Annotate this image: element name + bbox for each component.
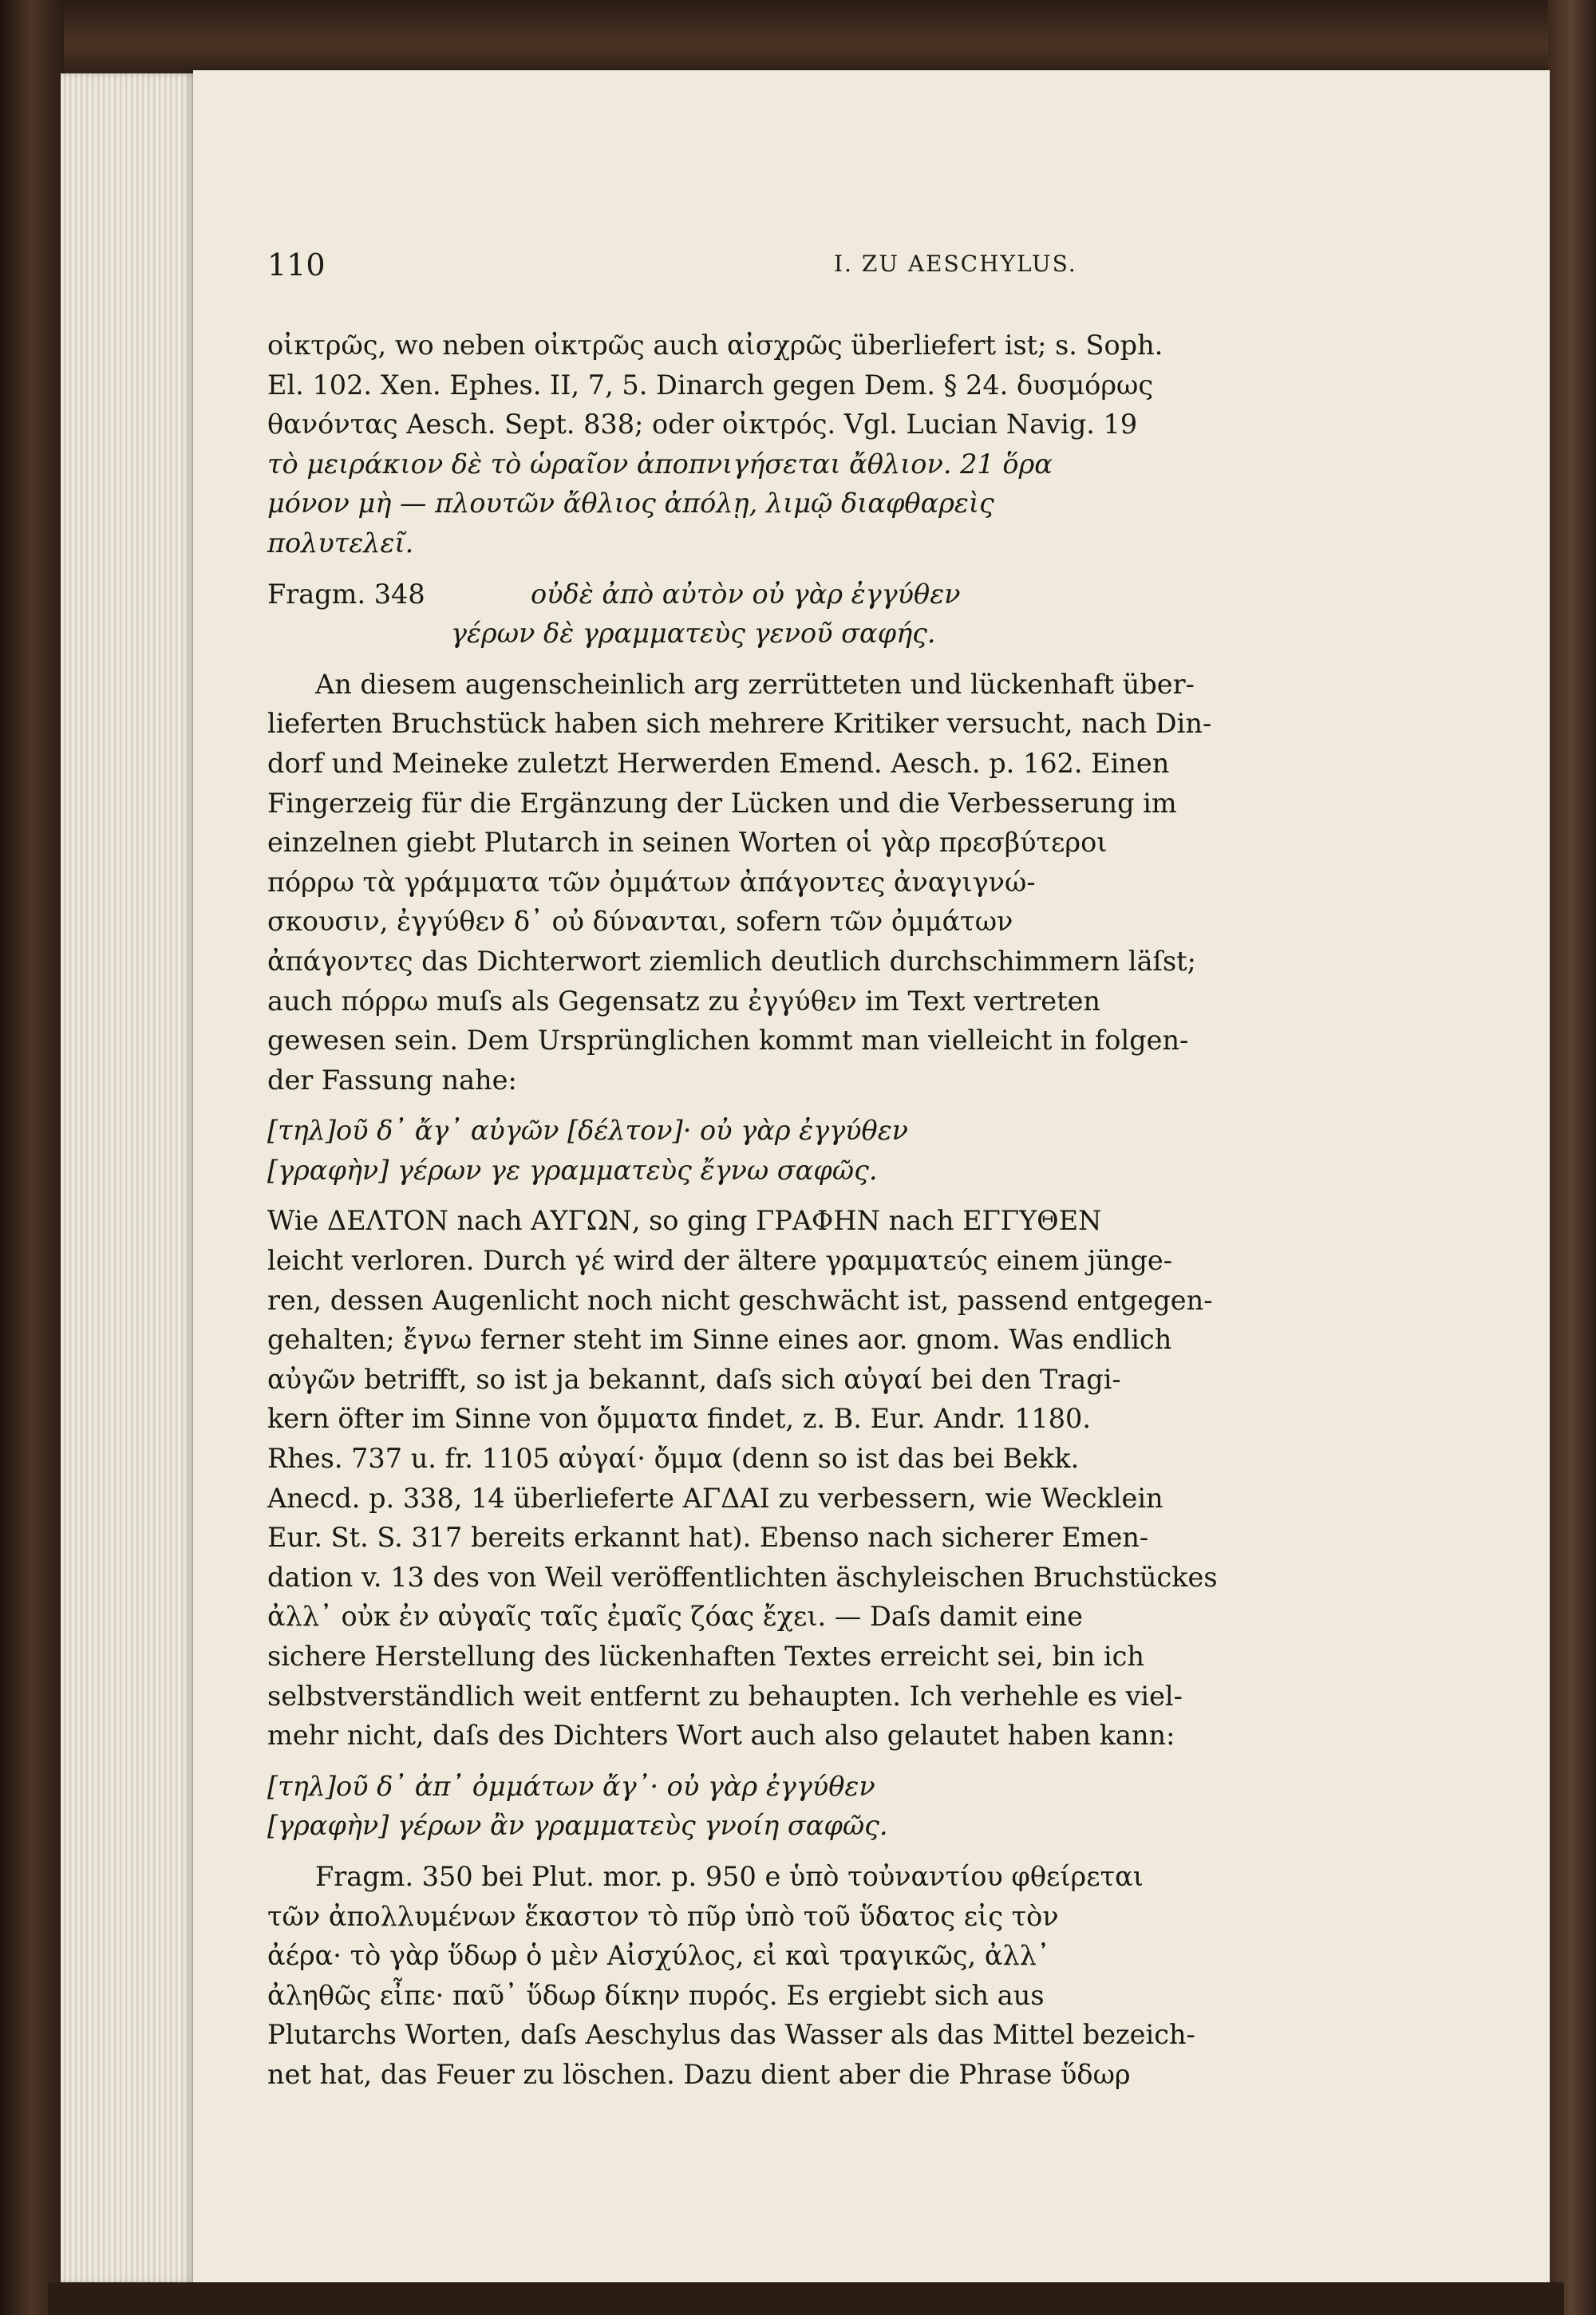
verse-line: [τηλ]οῦ δ᾽ ἀπ᾽ ὀμμάτων ἄγ᾽· οὐ γὰρ ἐγγύθεν xyxy=(267,1770,875,1802)
text-line: ἀληθῶς εἶπε· παῦ᾽ ὕδωρ δίκην πυρός. Es ergiebt sich aus xyxy=(267,1979,1045,2011)
text-line: der Fassung nahe: xyxy=(267,1064,517,1096)
text-line: lieferten Bruchstück haben sich mehrere Kritiker versucht, nach Din- xyxy=(267,708,1212,740)
text-line: mehr nicht, daſs des Dichters Wort auch also gelautet haben kann: xyxy=(267,1720,1175,1752)
text-line: sichere Herstellung des lückenhaften Textes erreicht sei, bin ich xyxy=(267,1641,1144,1672)
text-line: τὸ μειράκιον δὲ τὸ ὡραῖον ἀποπνιγήσεται ἄθλιον. 21 ὅρα xyxy=(267,448,1053,480)
text-line: οἰκτρῶς, wo neben οἰκτρῶς auch αἰσχρῶς überliefert ist; s. Soph. xyxy=(267,330,1163,361)
text-line: dation v. 13 des von Weil veröffentlichten äschyleischen Bruchstückes xyxy=(267,1561,1218,1593)
text-line: μόνον μὴ — πλουτῶν ἄθλιος ἀπόλῃ, λιμῷ διαφθαρεὶς xyxy=(267,488,994,519)
text-line: ἀπάγοντες das Dichterwort ziemlich deutlich durchschimmern läſst; xyxy=(267,945,1196,977)
fragment-verse: οὐδὲ ἀπὸ αὐτὸν οὐ γὰρ ἐγγύθεν xyxy=(531,578,961,610)
page-number: 110 xyxy=(267,247,326,282)
text-line: gehalten; ἔγνω ferner steht im Sinne eines aor. gnom. Was endlich xyxy=(267,1324,1172,1356)
verse-line: [γραφὴν] γέρων γε γραμματεὺς ἔγνω σαφῶς. xyxy=(267,1154,878,1186)
text-line: σκουσιν, ἐγγύθεν δ᾽ οὐ δύνανται, sofern τῶν ὀμμάτων xyxy=(267,906,1013,938)
verse-line: [γραφὴν] γέρων ἂν γραμματεὺς γνοίη σαφῶς. xyxy=(267,1810,888,1842)
text-line: Fragm. 350 bei Plut. mor. p. 950 e ὑπὸ τοὐναντίου φθείρεται xyxy=(315,1860,1144,1892)
text-line: ἀέρα· τὸ γὰρ ὕδωρ ὁ μὲν Αἰσχύλος, εἰ καὶ τραγικῶς, ἀλλ᾽ xyxy=(267,1940,1050,1972)
text-line: einzelnen giebt Plutarch in seinen Worten οἱ γὰρ πρεσβύτεροι xyxy=(267,827,1108,859)
fragment-348-line2 xyxy=(267,614,1484,654)
page-edges xyxy=(61,73,204,2284)
text-line: Plutarchs Worten, daſs Aeschylus das Wasser als das Mittel bezeich- xyxy=(267,2019,1195,2051)
text-line: ἀλλ᾽ οὐκ ἐν αὐγαῖς ταῖς ἐμαῖς ζόας ἔχει. — Daſs damit eine xyxy=(267,1601,1083,1633)
book-cover-right xyxy=(1548,0,1596,2315)
text-line: gewesen sein. Dem Ursprünglichen kommt man vielleicht in folgen- xyxy=(267,1025,1189,1057)
text-line: Wie ΔΕΛΤΟΝ nach ΑΥΓΩΝ, so ging ΓΡΑΦΗΝ nach ΕΓΓΥΘΕΝ xyxy=(267,1205,1102,1237)
text-line: kern öfter im Sinne von ὄμματα findet, z. B. Eur. Andr. 1180. xyxy=(267,1403,1091,1435)
text-line: Fingerzeig für die Ergänzung der Lücken und die Verbesserung im xyxy=(267,787,1177,819)
fragment-verse: γέρων δὲ γραμματεὺς γενοῦ σαφής. xyxy=(451,618,936,650)
fragment-label: Fragm. 348 xyxy=(267,578,425,610)
text-line: net hat, das Feuer zu löschen. Dazu dient aber die Phrase ὕδωρ xyxy=(267,2058,1131,2090)
text-line: selbstverständlich weit entfernt zu behaupten. Ich verhehle es viel- xyxy=(267,1680,1183,1712)
text-line: leicht verloren. Durch γέ wird der ältere γραμματεύς einem jünge- xyxy=(267,1245,1173,1277)
book-cover-left xyxy=(0,0,64,2315)
book-cover-top xyxy=(0,0,1596,76)
text-line: dorf und Meineke zuletzt Herwerden Emend. Aesch. p. 162. Einen xyxy=(267,747,1170,779)
fragment-348 xyxy=(267,575,1484,614)
text-line: ren, dessen Augenlicht noch nicht geschwächt ist, passend entgegen- xyxy=(267,1284,1213,1316)
text-line: auch πόρρω muſs als Gegensatz zu ἐγγύθεν im Text vertreten xyxy=(267,985,1100,1017)
text-line: τῶν ἀπολλυμένων ἕκαστον τὸ πῦρ ὑπὸ τοῦ ὕδατος εἰς τὸν xyxy=(267,1900,1059,1932)
verse-line: [τηλ]οῦ δ᾽ ἄγ᾽ αὐγῶν [δέλτον]· οὐ γὰρ ἐγγύθεν xyxy=(267,1115,909,1147)
book-bottom-shadow xyxy=(48,2282,1564,2315)
text-line: An diesem augenscheinlich arg zerrütteten und lückenhaft über- xyxy=(315,668,1195,700)
text-line: Anecd. p. 338, 14 überlieferte ΑΓΔΑΙ zu verbessern, wie Wecklein xyxy=(267,1482,1163,1514)
page-text xyxy=(267,326,1484,2095)
text-line: θανόντας Aesch. Sept. 838; oder οἰκτρός. Vgl. Lucian Navig. 19 xyxy=(267,409,1138,440)
text-line: αὐγῶν betrifft, so ist ja bekannt, daſs sich αὐγαί bei den Tragi- xyxy=(267,1363,1121,1395)
text-line: πόρρω τὰ γράμματα τῶν ὀμμάτων ἀπάγοντες ἀναγιγνώ- xyxy=(267,866,1036,898)
text-line: El. 102. Xen. Ephes. II, 7, 5. Dinarch gegen Dem. § 24. δυσμόρως xyxy=(267,369,1154,401)
text-line: Rhes. 737 u. fr. 1105 αὐγαί· ὄμμα (denn so ist das bei Bekk. xyxy=(267,1443,1080,1475)
running-title: I. ZU AESCHYLUS. xyxy=(834,251,1077,277)
text-line: Eur. St. S. 317 bereits erkannt hat). Ebenso nach sicherer Emen- xyxy=(267,1522,1149,1554)
running-head xyxy=(267,247,1488,287)
text-line: πολυτελεῖ. xyxy=(267,527,414,559)
